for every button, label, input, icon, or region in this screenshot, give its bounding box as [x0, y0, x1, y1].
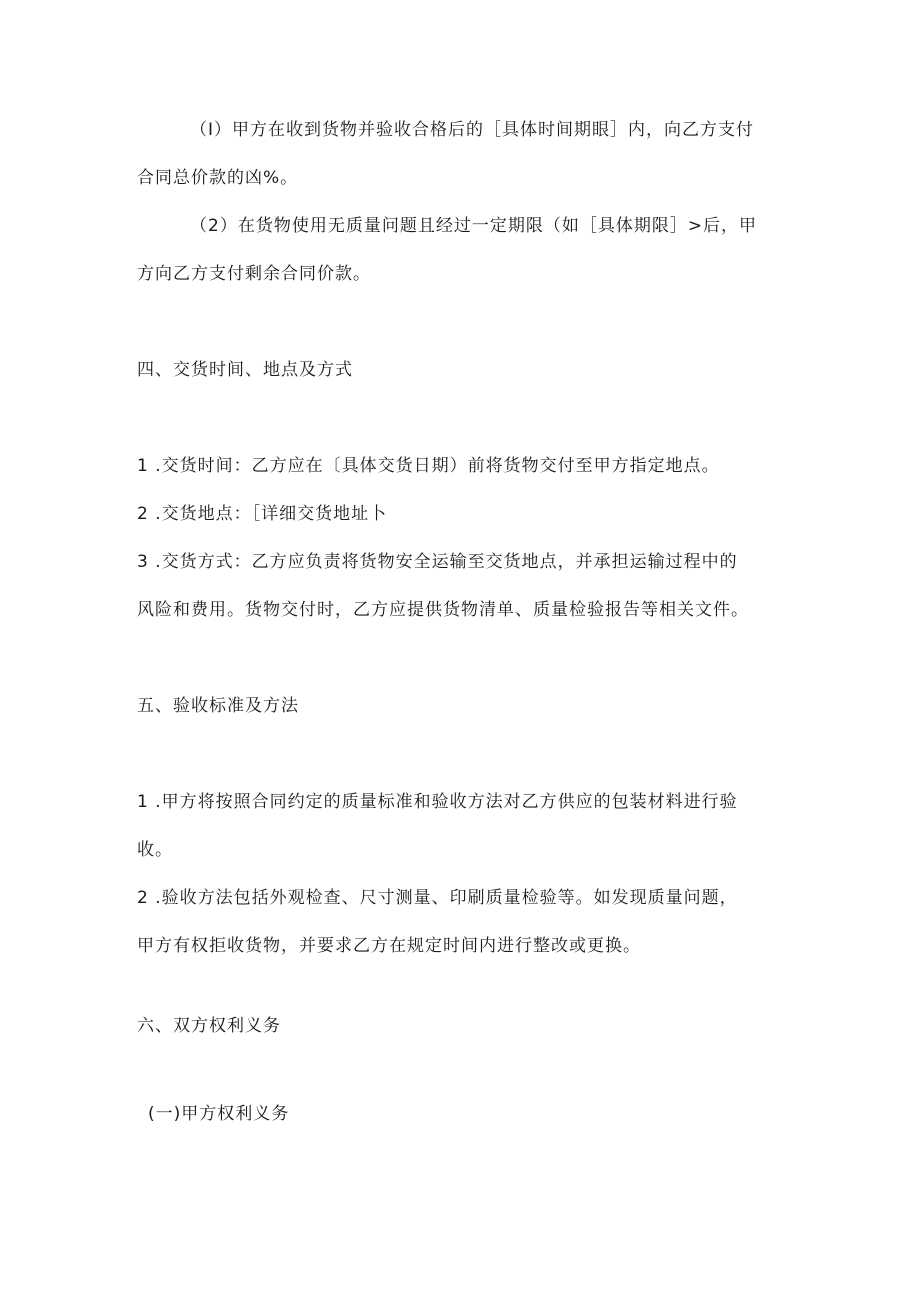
section-5-item-1-line-2: 收。	[137, 840, 173, 860]
payment-item-2-line-1: （2）在货物使用无质量问题且经过一定期限（如［具体期限］>后，甲	[190, 216, 758, 236]
section-5-item-2-line-2: 甲方有权拒收货物，并要求乙方在规定时间内进行整改或更换。	[137, 936, 641, 956]
payment-item-1-line-1: （I）甲方在收到货物并验收合格后的［具体时间期眼］内，向乙方支付	[190, 120, 755, 140]
section-6-heading: 六、双方权利义务	[137, 1016, 281, 1036]
section-4-item-1: 1 .交货时间：乙方应在〔具体交货日期）前将货物交付至甲方指定地点。	[137, 456, 720, 476]
section-5-item-2-line-1: 2 .验收方法包括外观检查、尺寸测量、印刷质量检验等。如发现质量问题，	[137, 888, 738, 908]
section-5-item-1-line-1: 1 .甲方将按照合同约定的质量标准和验收方法对乙方供应的包装材料进行验	[137, 792, 738, 812]
section-5-heading: 五、验收标准及方法	[137, 696, 299, 716]
section-4-item-3-line-1: 3 .交货方式：乙方应负责将货物安全运输至交货地点，并承担运输过程中的	[137, 552, 738, 572]
section-4-heading: 四、交货时间、地点及方式	[137, 360, 353, 380]
section-4-item-2: 2 .交货地点：［详细交货地址卜	[137, 504, 388, 524]
section-6-subheading-1: (一)甲方权利义务	[148, 1104, 290, 1124]
section-4-item-3-line-2: 风险和费用。货物交付时，乙方应提供货物清单、质量检验报告等相关文件。	[137, 600, 749, 620]
payment-item-1-line-2: 合同总价款的凶%。	[137, 168, 299, 188]
payment-item-2-line-2: 方向乙方支付剩余合同价款。	[137, 264, 371, 284]
